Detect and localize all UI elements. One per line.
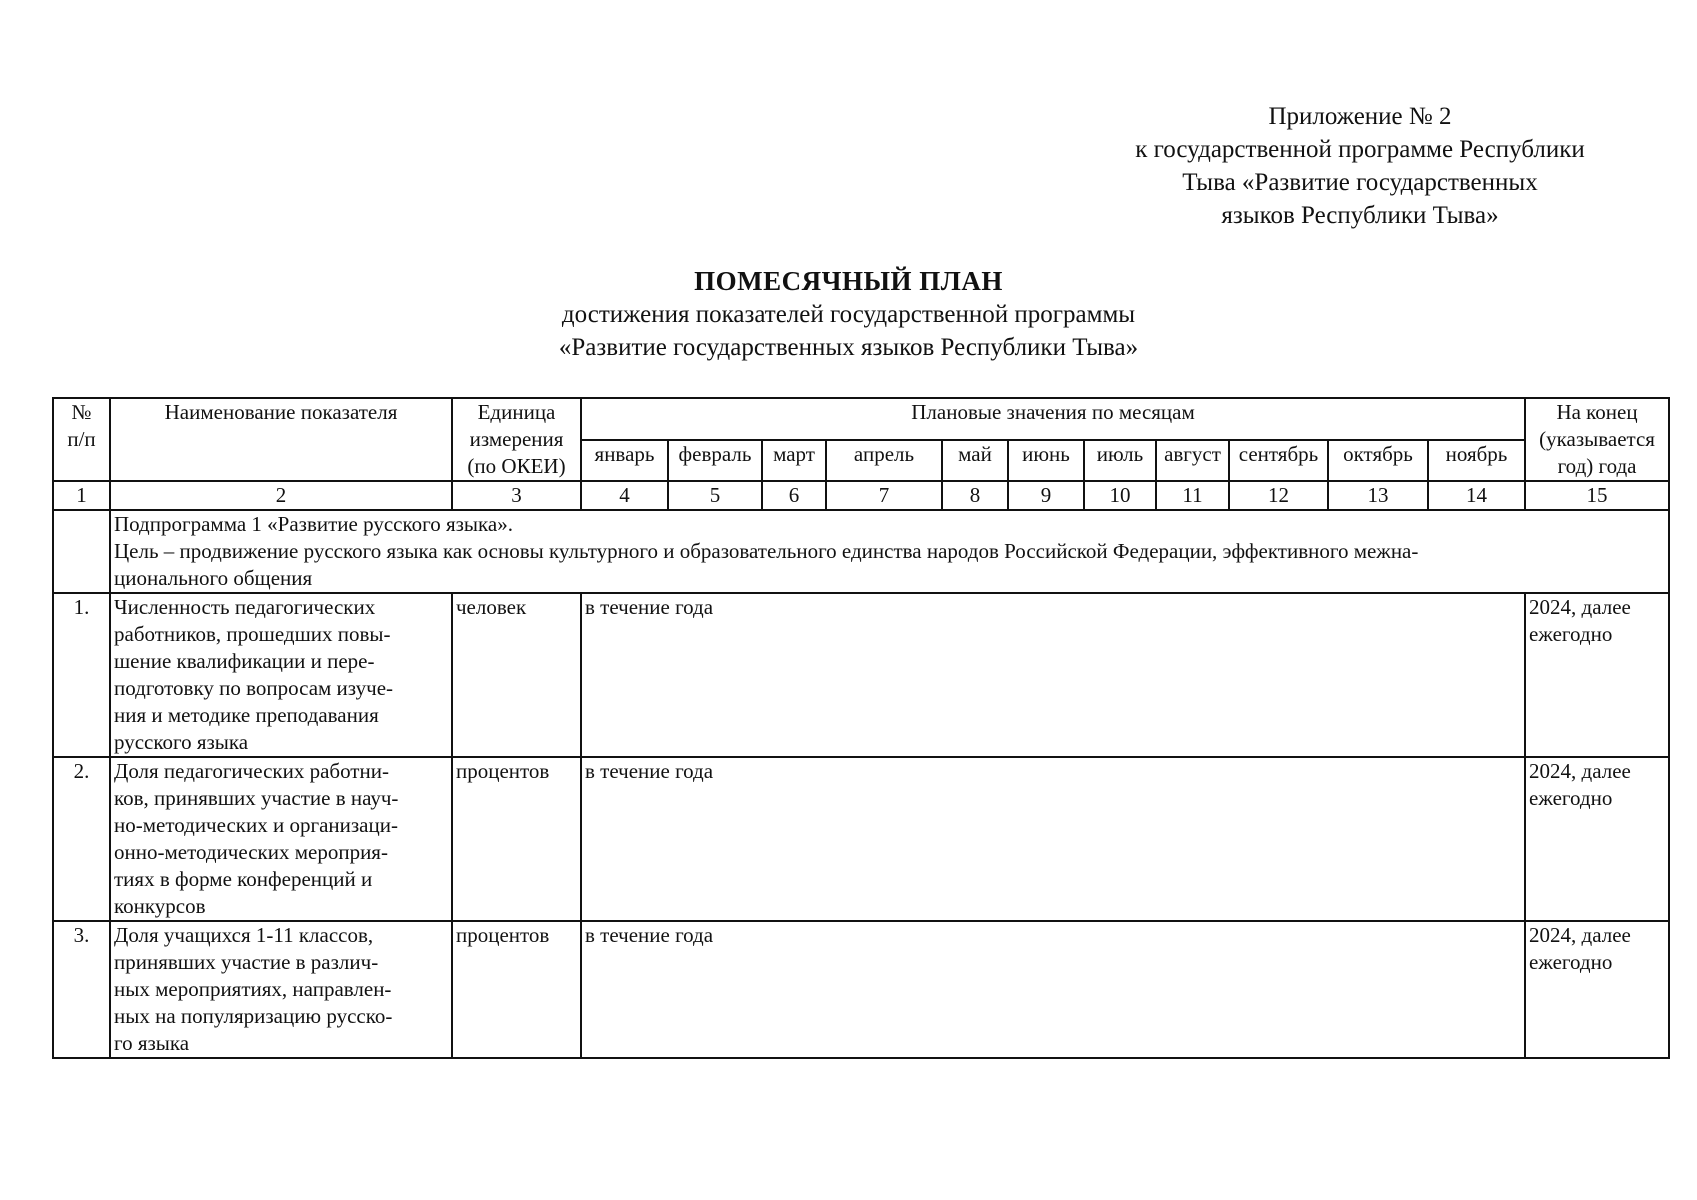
month-header: март bbox=[762, 440, 826, 482]
month-header: май bbox=[942, 440, 1008, 482]
column-number: 14 bbox=[1428, 481, 1525, 510]
column-number: 9 bbox=[1008, 481, 1084, 510]
subprogram-row bbox=[53, 510, 1669, 593]
row-number: 3. bbox=[53, 921, 110, 1058]
table-row bbox=[53, 593, 1669, 757]
column-number: 5 bbox=[668, 481, 762, 510]
subprogram-empty-cell bbox=[53, 510, 110, 593]
year-end-text: 2024, далее bbox=[1529, 759, 1631, 783]
indicator-line: шение квалификации и пере- bbox=[114, 649, 375, 673]
header-year-end bbox=[1525, 398, 1669, 481]
indicator-line: ния и методике преподавания bbox=[114, 703, 379, 727]
monthly-plan-table bbox=[52, 397, 1670, 1059]
column-number: 6 bbox=[762, 481, 826, 510]
month-header: октябрь bbox=[1328, 440, 1428, 482]
row-number: 2. bbox=[53, 757, 110, 921]
indicator-line: ных мероприятиях, направлен- bbox=[114, 977, 392, 1001]
month-header: сентябрь bbox=[1229, 440, 1328, 482]
table-row bbox=[53, 921, 1669, 1058]
table-row bbox=[53, 757, 1669, 921]
header-unit bbox=[452, 398, 581, 481]
year-end-text: 2024, далее bbox=[1529, 923, 1631, 947]
indicator-line: но-методических и организаци- bbox=[114, 813, 398, 837]
period-cell: в течение года bbox=[581, 921, 1525, 1058]
appendix-header bbox=[1080, 100, 1640, 232]
indicator-name bbox=[110, 593, 452, 757]
header-text: измерения bbox=[469, 427, 564, 451]
period-cell: в течение года bbox=[581, 593, 1525, 757]
subprogram-goal: Цель – продвижение русского языка как основы культурного и образовательного единства народов Российской Федерации, эффективного межна- bbox=[114, 539, 1419, 563]
title-subtitle: достижения показателей государственной программы bbox=[561, 301, 1136, 328]
subprogram-description bbox=[110, 510, 1669, 593]
indicator-name bbox=[110, 921, 452, 1058]
indicator-line: онно-методических мероприя- bbox=[114, 840, 388, 864]
year-end-text: ежегодно bbox=[1529, 622, 1613, 646]
appendix-line: Приложение № 2 bbox=[1268, 103, 1452, 130]
appendix-line: языков Республики Тыва» bbox=[1221, 202, 1499, 229]
unit-cell: процентов bbox=[452, 757, 581, 921]
row-number: 1. bbox=[53, 593, 110, 757]
indicator-line: го языка bbox=[114, 1031, 190, 1055]
column-number: 3 bbox=[452, 481, 581, 510]
header-text: п/п bbox=[67, 427, 96, 451]
header-text: На конец bbox=[1556, 400, 1638, 424]
indicator-line: Численность педагогических bbox=[114, 595, 376, 619]
appendix-line: Тыва «Развитие государственных bbox=[1182, 169, 1538, 196]
document-title bbox=[0, 264, 1697, 364]
header-row bbox=[53, 398, 1669, 440]
column-number: 7 bbox=[826, 481, 942, 510]
header-indicator-name: Наименование показателя bbox=[110, 398, 452, 481]
indicator-line: принявших участие в различ- bbox=[114, 950, 379, 974]
column-number: 15 bbox=[1525, 481, 1669, 510]
header-text: (по ОКЕИ) bbox=[467, 454, 566, 478]
month-header: апрель bbox=[826, 440, 942, 482]
indicator-line: тиях в форме конференций и bbox=[114, 867, 373, 891]
column-number: 8 bbox=[942, 481, 1008, 510]
header-text: (указывается bbox=[1539, 427, 1655, 451]
year-end-cell bbox=[1525, 921, 1669, 1058]
column-number: 12 bbox=[1229, 481, 1328, 510]
header-text: № bbox=[71, 400, 92, 424]
indicator-name bbox=[110, 757, 452, 921]
unit-cell: процентов bbox=[452, 921, 581, 1058]
column-number-row bbox=[53, 481, 1669, 510]
column-number: 4 bbox=[581, 481, 668, 510]
indicator-line: ков, принявших участие в науч- bbox=[114, 786, 399, 810]
indicator-line: Доля учащихся 1-11 классов, bbox=[114, 923, 374, 947]
header-planned-values: Плановые значения по месяцам bbox=[581, 398, 1525, 440]
indicator-line: работников, прошедших повы- bbox=[114, 622, 391, 646]
month-header: ноябрь bbox=[1428, 440, 1525, 482]
year-end-text: 2024, далее bbox=[1529, 595, 1631, 619]
column-number: 2 bbox=[110, 481, 452, 510]
appendix-line: к государственной программе Республики bbox=[1135, 136, 1585, 163]
column-number: 10 bbox=[1084, 481, 1156, 510]
period-cell: в течение года bbox=[581, 757, 1525, 921]
year-end-cell bbox=[1525, 757, 1669, 921]
column-number: 13 bbox=[1328, 481, 1428, 510]
unit-cell: человек bbox=[452, 593, 581, 757]
header-number bbox=[53, 398, 110, 481]
column-number: 11 bbox=[1156, 481, 1229, 510]
month-header: июнь bbox=[1008, 440, 1084, 482]
indicator-line: Доля педагогических работни- bbox=[114, 759, 389, 783]
year-end-cell bbox=[1525, 593, 1669, 757]
header-text: Единица bbox=[477, 400, 556, 424]
indicator-line: конкурсов bbox=[114, 894, 206, 918]
title-main: ПОМЕСЯЧНЫЙ ПЛАН bbox=[694, 266, 1003, 296]
year-end-text: ежегодно bbox=[1529, 950, 1613, 974]
indicator-line: русского языка bbox=[114, 730, 249, 754]
indicator-line: подготовку по вопросам изуче- bbox=[114, 676, 394, 700]
indicator-line: ных на популяризацию русско- bbox=[114, 1004, 393, 1028]
month-header: февраль bbox=[668, 440, 762, 482]
month-header: июль bbox=[1084, 440, 1156, 482]
month-header: январь bbox=[581, 440, 668, 482]
month-header: август bbox=[1156, 440, 1229, 482]
subprogram-title: Подпрограмма 1 «Развитие русского языка». bbox=[114, 512, 513, 536]
header-text: год) года bbox=[1557, 454, 1637, 478]
year-end-text: ежегодно bbox=[1529, 786, 1613, 810]
title-subtitle: «Развитие государственных языков Республики Тыва» bbox=[558, 334, 1139, 361]
column-number: 1 bbox=[53, 481, 110, 510]
subprogram-goal: ционального общения bbox=[114, 566, 313, 590]
